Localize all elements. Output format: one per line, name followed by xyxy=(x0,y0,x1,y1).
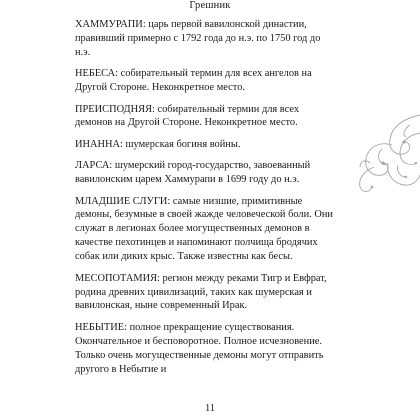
glossary-definition: : царь первой вавилонской династии, правивший примерно с 1792 года до н.э. по 1750 год до н.э. xyxy=(75,19,321,58)
glossary-entry xyxy=(75,159,337,187)
glossary-definition: : самые низшие, примитивные демоны, безумные в своей жажде человеческой боли. Они служат в легионах более могущественных демонов в качестве пехотинцев и напоминают полчища бродячих собак или диких крыс. Также известны как бесы. xyxy=(75,195,333,263)
page-number: 11 xyxy=(204,403,216,414)
glossary-term: ХАММУРАПИ xyxy=(75,19,143,30)
glossary-text xyxy=(75,18,337,384)
glossary-entry xyxy=(75,321,337,377)
glossary-term: МЛАДШИЕ СЛУГИ xyxy=(75,195,168,207)
glossary-term: МЕСОПОТАМИЯ xyxy=(75,272,158,284)
glossary-definition: : собирательный термин для всех ангелов на Другой Стороне. Неконкретное место. xyxy=(75,68,312,94)
glossary-entry xyxy=(75,67,337,95)
glossary-term: НЕБЫТИЕ xyxy=(75,321,125,333)
glossary-entry xyxy=(75,272,337,314)
glossary-definition: : шумерский город-государство, завоеванный вавилонским царем Хаммурапи в 1699 году до н.э. xyxy=(75,160,311,186)
glossary-definition: : полное прекращение существования. Окончательное и бесповоротное. Полное исчезновение. Только очень могущественные демоны могут отправить другого в Небытие и xyxy=(75,321,324,375)
glossary-term: ЛАРСА xyxy=(75,160,110,172)
glossary-definition: : шумерская богиня войны. xyxy=(120,138,241,150)
glossary-term: НЕБЕСА xyxy=(75,68,116,80)
running-head: Грешник xyxy=(189,0,231,11)
glossary-definition: : собирательный термин для всех демонов на Другой Стороне. Неконкретное место. xyxy=(75,103,300,129)
glossary-term: ПРЕИСПОДНЯЯ xyxy=(75,103,153,115)
glossary-definition: : регион между реками Тигр и Евфрат, родина древних цивилизаций, таких как шумерская и вавилонская, ныне современный Ирак. xyxy=(75,272,327,312)
glossary-entry xyxy=(75,18,337,60)
flourish-ornament-icon xyxy=(352,105,420,195)
glossary-entry xyxy=(75,138,337,152)
glossary-entry xyxy=(75,103,337,131)
glossary-term: ИНАННА xyxy=(75,138,121,150)
glossary-entry xyxy=(75,195,337,265)
